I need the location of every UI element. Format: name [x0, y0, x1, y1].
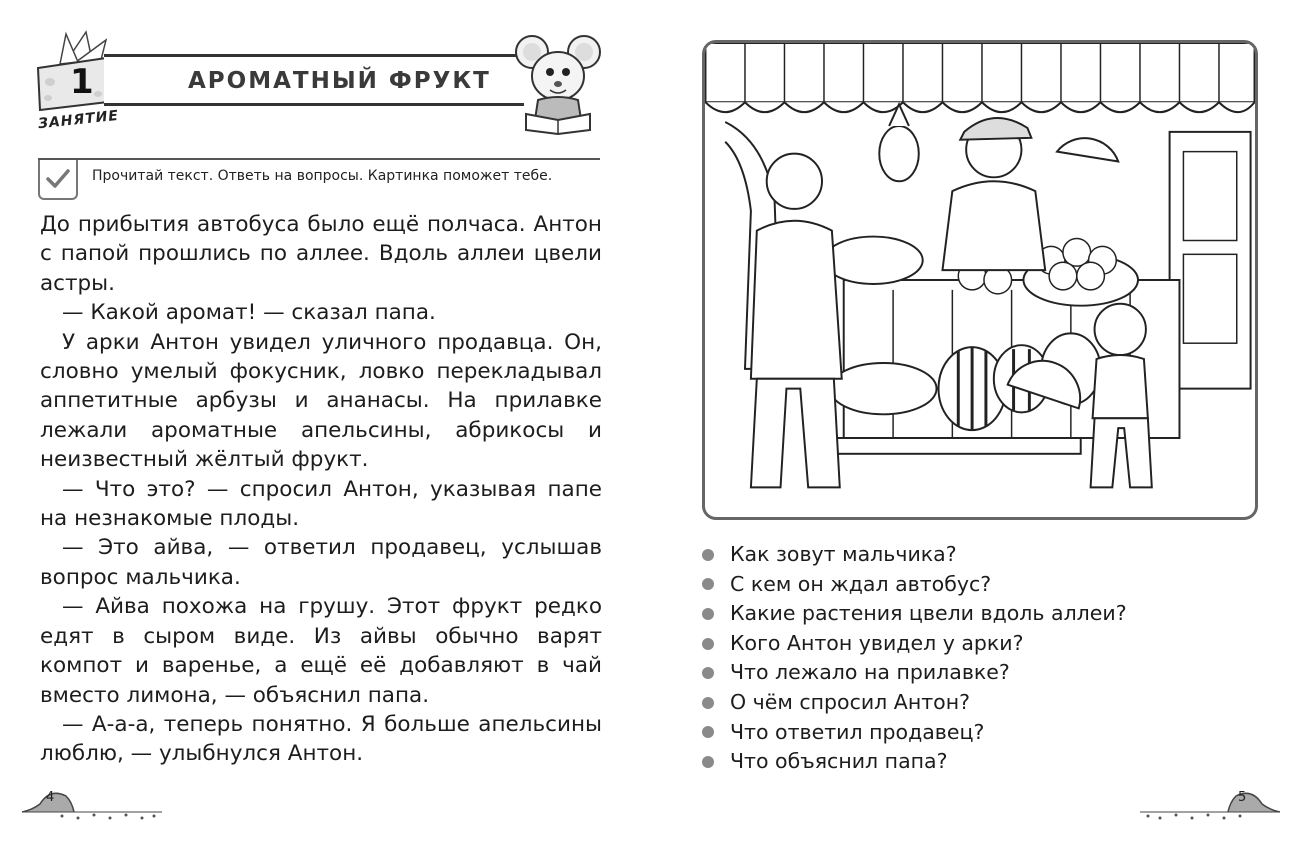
question-text: Как зовут мальчика?: [730, 542, 957, 566]
question-text: О чём спросил Антон?: [730, 689, 970, 714]
story-paragraph: — Айва похожа на грушу. Этот фрукт редко едят в сыром виде. Из айвы обычно варят компот и варенье, а ещё её добавляют в чай вместо лимона, — объяснил папа.: [40, 594, 602, 708]
question-item: [702, 718, 1127, 748]
right-page: [650, 0, 1300, 842]
story-paragraph: До прибытия автобуса было ещё полчаса. Антон с папой прошлись по аллее. Вдоль аллеи цвели астры.: [40, 212, 602, 296]
story-paragraph: — Что это? — спросил Антон, указывая папе на незнакомые плоды.: [40, 476, 602, 532]
story-paragraph: У арки Антон увидел уличного продавца. Он, словно умелый фокусник, ловко перекладывал аппетитные арбузы и ананасы. На прилавке лежали ароматные апельсины, абрикосы и неизвестный жёлтый фрукт.: [40, 329, 602, 473]
question-item: [702, 599, 1127, 629]
bullet-icon: [702, 608, 714, 620]
question-item: [702, 629, 1127, 659]
question-text: Кого Антон увидел у арки?: [730, 630, 1024, 655]
bullet-icon: [702, 549, 714, 561]
check-icon: [38, 160, 78, 200]
instruction-text: Прочитай текст. Ответь на вопросы. Картинка поможет тебе.: [92, 168, 553, 184]
question-text: Что объяснил папа?: [730, 749, 948, 774]
bullet-icon: [702, 756, 714, 768]
question-item: [702, 540, 1127, 570]
lesson-title: АРОМАТНЫЙ ФРУКТ: [188, 68, 491, 94]
market-stall-illustration: [702, 40, 1258, 520]
story-text: [40, 210, 602, 769]
story-paragraph: — Какой аромат! — сказал папа.: [62, 300, 436, 326]
question-text: Какие растения цвели вдоль аллеи?: [730, 601, 1127, 626]
questions-list: [702, 540, 1127, 777]
question-text: Что ответил продавец?: [730, 719, 985, 744]
question-text: Что лежало на прилавке?: [730, 660, 1010, 685]
bullet-icon: [702, 667, 714, 679]
bullet-icon: [702, 638, 714, 650]
grass-decoration-icon: [22, 782, 162, 822]
question-item: [702, 688, 1127, 718]
page-number: 5: [1238, 790, 1247, 805]
lesson-number: 1: [70, 62, 94, 102]
page-number: 4: [46, 790, 55, 805]
bullet-icon: [702, 726, 714, 738]
story-paragraph: — Это айва, — ответил продавец, услышав вопрос мальчика.: [40, 535, 602, 590]
bullet-icon: [702, 578, 714, 590]
bullet-icon: [702, 697, 714, 709]
question-item: [702, 570, 1127, 600]
mouse-mascot-icon: [512, 30, 604, 138]
story-paragraph: — А-а-а, теперь понятно. Я больше апельсины люблю, — улыбнулся Антон.: [40, 711, 602, 767]
lesson-label: ЗАНЯТИЕ: [37, 107, 120, 133]
grass-decoration-icon: [1140, 782, 1280, 822]
question-item: [702, 747, 1127, 777]
instruction-divider: [38, 158, 600, 160]
question-item: [702, 658, 1127, 688]
question-text: С кем он ждал автобус?: [730, 571, 992, 596]
